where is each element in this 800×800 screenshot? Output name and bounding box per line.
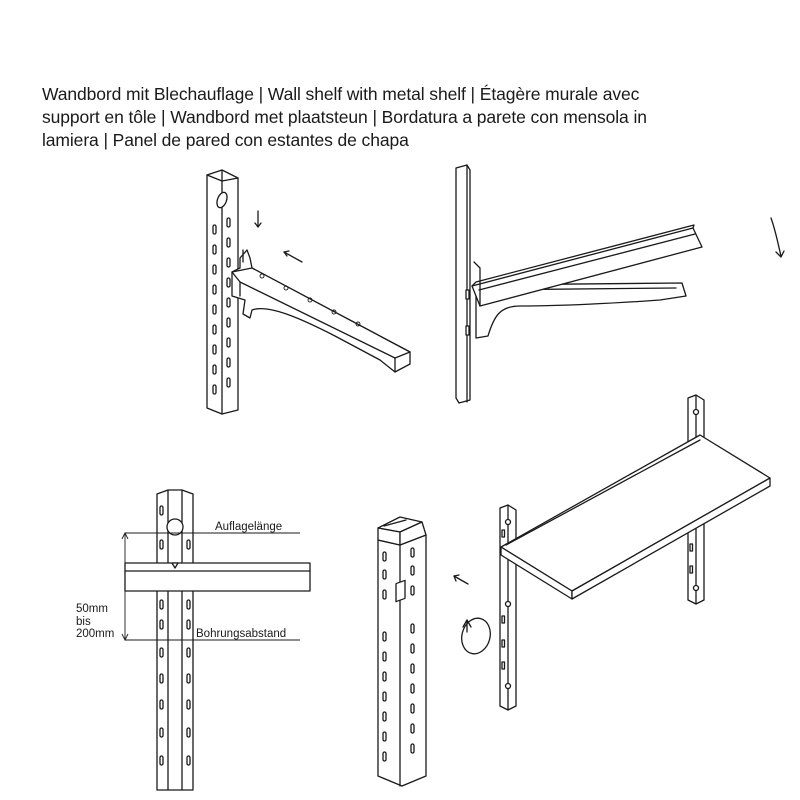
step1-down-arrow: [255, 211, 261, 227]
step1-insert-arrow: [284, 251, 302, 262]
step5-left-rail: [500, 505, 516, 710]
step2-wall-rail: [456, 165, 470, 403]
range-bis-label: bis: [76, 616, 91, 628]
title-line-3: lamiera | Panel de pared con estantes de chapa: [42, 130, 409, 150]
step4-insert-arrow: [454, 575, 468, 584]
range-from-label: 50mm: [76, 603, 108, 615]
step4-wall-rail: [378, 535, 426, 786]
support-length-label: Auflagelänge: [215, 521, 283, 533]
step2-rail-and-shelf: [456, 165, 784, 403]
range-to-label: 200mm: [76, 628, 115, 640]
step1-rail-and-bracket: [207, 170, 410, 414]
step2-rotate-arrow: [771, 218, 784, 257]
step5-finished-shelf: [458, 395, 770, 710]
hole-spacing-label: Bohrungsabstand: [196, 628, 287, 640]
title-line-2: support en tôle | Wandbord met plaatsteun | Bordatura a parete con mensola in: [42, 107, 647, 127]
dimension-diagram: [76, 490, 310, 790]
dimension-shelf-section: [125, 563, 310, 591]
step4-rail-detail: [378, 517, 468, 786]
step5-shelf-board: [501, 435, 770, 599]
title-line-1: Wandbord mit Blechauflage | Wall shelf with metal shelf | Étagère murale avec: [42, 84, 640, 104]
step1-bracket: [232, 250, 410, 372]
step5-end-cap-disc: [458, 615, 494, 657]
